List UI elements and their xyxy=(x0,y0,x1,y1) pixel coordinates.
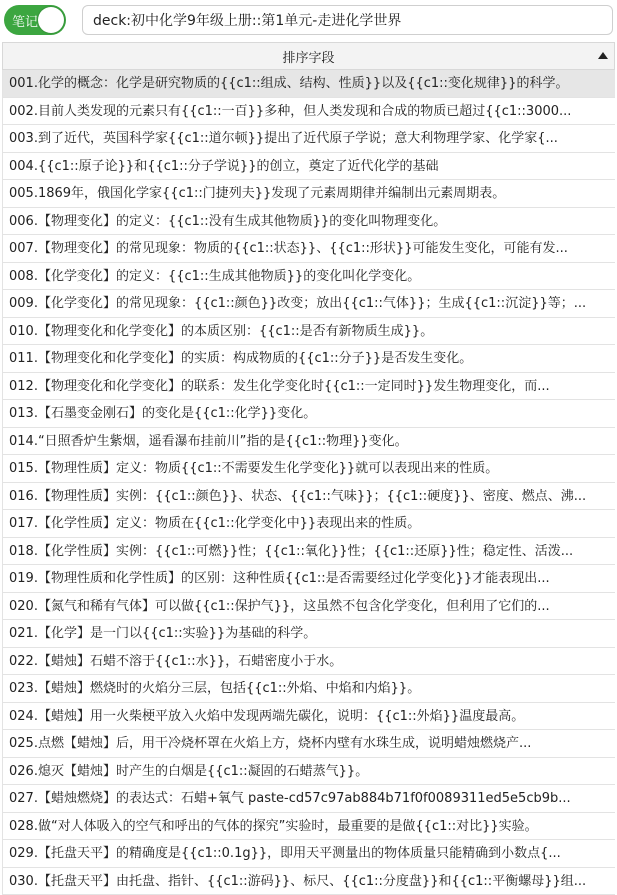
table-row[interactable]: 008.【化学变化】的定义：{{c1::生成其他物质}}的变化叫化学变化。 xyxy=(2,263,615,291)
notes-toggle-label: 笔记 xyxy=(12,11,38,30)
table-row[interactable]: 012.【物理变化和化学变化】的联系：发生化学变化时{{c1::一定同时}}发生物理变化，而... xyxy=(2,373,615,401)
sort-ascending-icon xyxy=(598,52,608,59)
column-header-label: 排序字段 xyxy=(282,47,334,66)
table-row[interactable]: 002.目前人类发现的元素只有{{c1::一百}}多种，但人类发现和合成的物质已超过{{c1::3000... xyxy=(2,98,615,126)
table-row[interactable]: 029.【托盘天平】的精确度是{{c1::0.1g}}，即用天平测量出的物体质量只能精确到小数点{... xyxy=(2,840,615,868)
table-row[interactable]: 027.【蜡烛燃烧】的表达式：石蜡+氧气 paste-cd57c97ab884b71f0f0089311ed5e5cb9b... xyxy=(2,785,615,813)
deck-search-input[interactable] xyxy=(82,5,613,35)
table-row[interactable]: 017.【化学性质】定义：物质在{{c1::化学变化中}}表现出来的性质。 xyxy=(2,510,615,538)
card-list xyxy=(2,70,615,895)
table-row[interactable]: 016.【物理性质】实例：{{c1::颜色}}、状态、{{c1::气味}}；{{c1::硬度}}、密度、燃点、沸... xyxy=(2,483,615,511)
top-bar xyxy=(0,0,617,40)
table-row[interactable]: 019.【物理性质和化学性质】的区别：这种性质{{c1::是否需要经过化学变化}}才能表现出... xyxy=(2,565,615,593)
table-row[interactable]: 022.【蜡烛】石蜡不溶于{{c1::水}}，石蜡密度小于水。 xyxy=(2,648,615,676)
table-row[interactable]: 013.【石墨变金刚石】的变化是{{c1::化学}}变化。 xyxy=(2,400,615,428)
table-row[interactable]: 025.点燃【蜡烛】后，用干冷烧杯罩在火焰上方，烧杯内壁有水珠生成，说明蜡烛燃烧产... xyxy=(2,730,615,758)
notes-toggle[interactable] xyxy=(4,5,66,35)
table-row[interactable]: 007.【物理变化】的常见现象：物质的{{c1::状态}}、{{c1::形状}}可能发生变化，可能有发... xyxy=(2,235,615,263)
table-row[interactable]: 009.【化学变化】的常见现象：{{c1::颜色}}改变；放出{{c1::气体}}；生成{{c1::沉淀}}等；... xyxy=(2,290,615,318)
table-row[interactable]: 021.【化学】是一门以{{c1::实验}}为基础的科学。 xyxy=(2,620,615,648)
table-row[interactable]: 026.熄灭【蜡烛】时产生的白烟是{{c1::凝固的石蜡蒸气}}。 xyxy=(2,758,615,786)
table-row[interactable]: 010.【物理变化和化学变化】的本质区别：{{c1::是否有新物质生成}}。 xyxy=(2,318,615,346)
table-row[interactable]: 030.【托盘天平】由托盘、指针、{{c1::游码}}、标尺、{{c1::分度盘}}和{{c1::平衡螺母}}组... xyxy=(2,868,615,895)
table-row[interactable]: 015.【物理性质】定义：物质{{c1::不需要发生化学变化}}就可以表现出来的性质。 xyxy=(2,455,615,483)
table-row[interactable]: 003.到了近代，英国科学家{{c1::道尔顿}}提出了近代原子学说；意大利物理学家、化学家{... xyxy=(2,125,615,153)
toggle-knob[interactable] xyxy=(38,7,64,33)
table-row[interactable]: 004.{{c1::原子论}}和{{c1::分子学说}}的创立，奠定了近代化学的基础 xyxy=(2,153,615,181)
table-row[interactable]: 011.【物理变化和化学变化】的实质：构成物质的{{c1::分子}}是否发生变化。 xyxy=(2,345,615,373)
sort-field-column-header[interactable] xyxy=(2,42,615,70)
table-row[interactable]: 023.【蜡烛】燃烧时的火焰分三层，包括{{c1::外焰、中焰和内焰}}。 xyxy=(2,675,615,703)
table-row[interactable]: 024.【蜡烛】用一火柴梗平放入火焰中发现两端先碳化，说明：{{c1::外焰}}温度最高。 xyxy=(2,703,615,731)
table-row[interactable]: 006.【物理变化】的定义：{{c1::没有生成其他物质}}的变化叫物理变化。 xyxy=(2,208,615,236)
table-row[interactable]: 001.化学的概念：化学是研究物质的{{c1::组成、结构、性质}}以及{{c1::变化规律}}的科学。 xyxy=(2,70,615,98)
table-row[interactable]: 005.1869年，俄国化学家{{c1::门捷列夫}}发现了元素周期律并编制出元素周期表。 xyxy=(2,180,615,208)
table-row[interactable]: 028.做“对人体吸入的空气和呼出的气体的探究”实验时，最重要的是做{{c1::对比}}实验。 xyxy=(2,813,615,841)
table-row[interactable]: 020.【氮气和稀有气体】可以做{{c1::保护气}}，这虽然不包含化学变化，但利用了它们的... xyxy=(2,593,615,621)
table-row[interactable]: 014.“日照香炉生紫烟，遥看瀑布挂前川”指的是{{c1::物理}}变化。 xyxy=(2,428,615,456)
table-row[interactable]: 018.【化学性质】实例：{{c1::可燃}}性；{{c1::氧化}}性；{{c1::还原}}性；稳定性、活泼... xyxy=(2,538,615,566)
